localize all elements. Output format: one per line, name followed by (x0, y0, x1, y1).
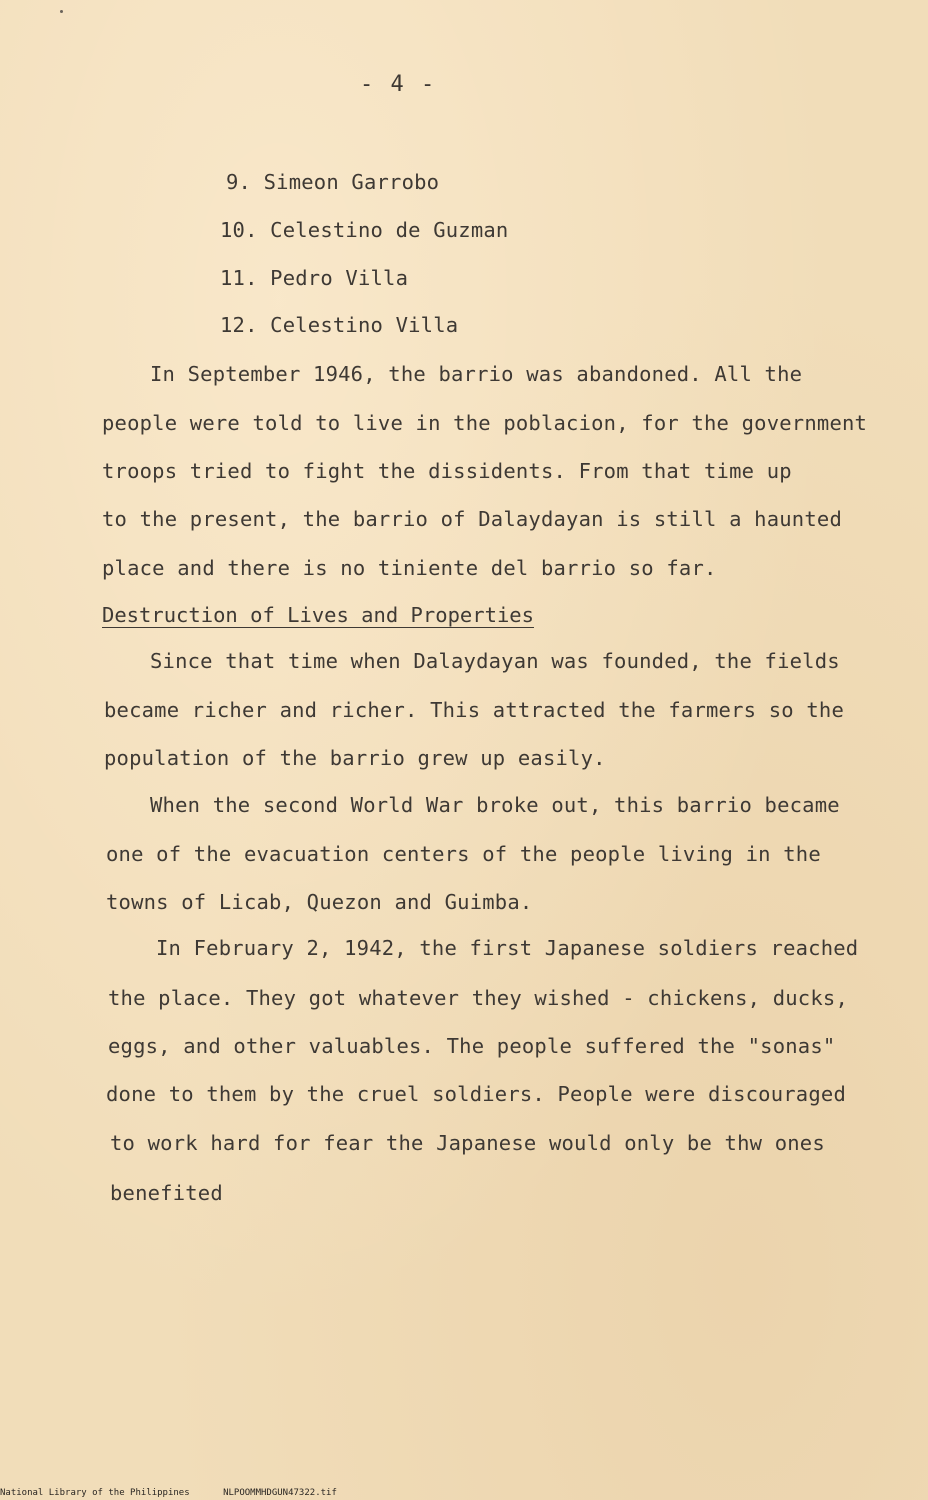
paragraph-line: eggs, and other valuables. The people suffered the "sonas" (108, 1034, 836, 1058)
paragraph-line: benefited (110, 1181, 223, 1205)
paragraph-line: to the present, the barrio of Dalaydayan is still a haunted (102, 507, 842, 531)
paragraph-line: troops tried to fight the dissidents. From that time up (102, 459, 792, 483)
scan-footer (0, 1488, 337, 1498)
paragraph-line: the place. They got whatever they wished - chickens, ducks, (108, 986, 848, 1010)
section-heading: Destruction of Lives and Properties (102, 603, 534, 627)
stray-mark (60, 10, 63, 13)
paragraph-line: In February 2, 1942, the first Japanese soldiers reached (156, 936, 859, 960)
footer-filename: NLPOOMMHDGUN47322.tif (223, 1488, 337, 1498)
paragraph-line: population of the barrio grew up easily. (104, 746, 606, 770)
paragraph-line: became richer and richer. This attracted the farmers so the (104, 698, 844, 722)
paragraph-line: Since that time when Dalaydayan was founded, the fields (150, 649, 840, 673)
list-item: 11. Pedro Villa (220, 266, 409, 290)
paragraph-line: one of the evacuation centers of the people living in the (106, 842, 821, 866)
list-item: 10. Celestino de Guzman (220, 218, 509, 242)
page-number: - 4 - (360, 72, 437, 97)
paragraph-line: In September 1946, the barrio was abandoned. All the (150, 362, 803, 386)
paragraph-line: When the second World War broke out, this barrio became (150, 793, 840, 817)
paragraph-line: to work hard for fear the Japanese would only be thw ones (110, 1131, 825, 1155)
list-item: 9. Simeon Garrobo (226, 170, 440, 194)
footer-library: National Library of the Philippines (0, 1488, 190, 1498)
paragraph-line: people were told to live in the poblacion, for the government (102, 411, 868, 435)
list-item: 12. Celestino Villa (220, 313, 459, 337)
paragraph-line: done to them by the cruel soldiers. People were discouraged (106, 1082, 846, 1106)
paragraph-line: towns of Licab, Quezon and Guimba. (106, 890, 533, 914)
paragraph-line: place and there is no tiniente del barrio so far. (102, 556, 717, 580)
